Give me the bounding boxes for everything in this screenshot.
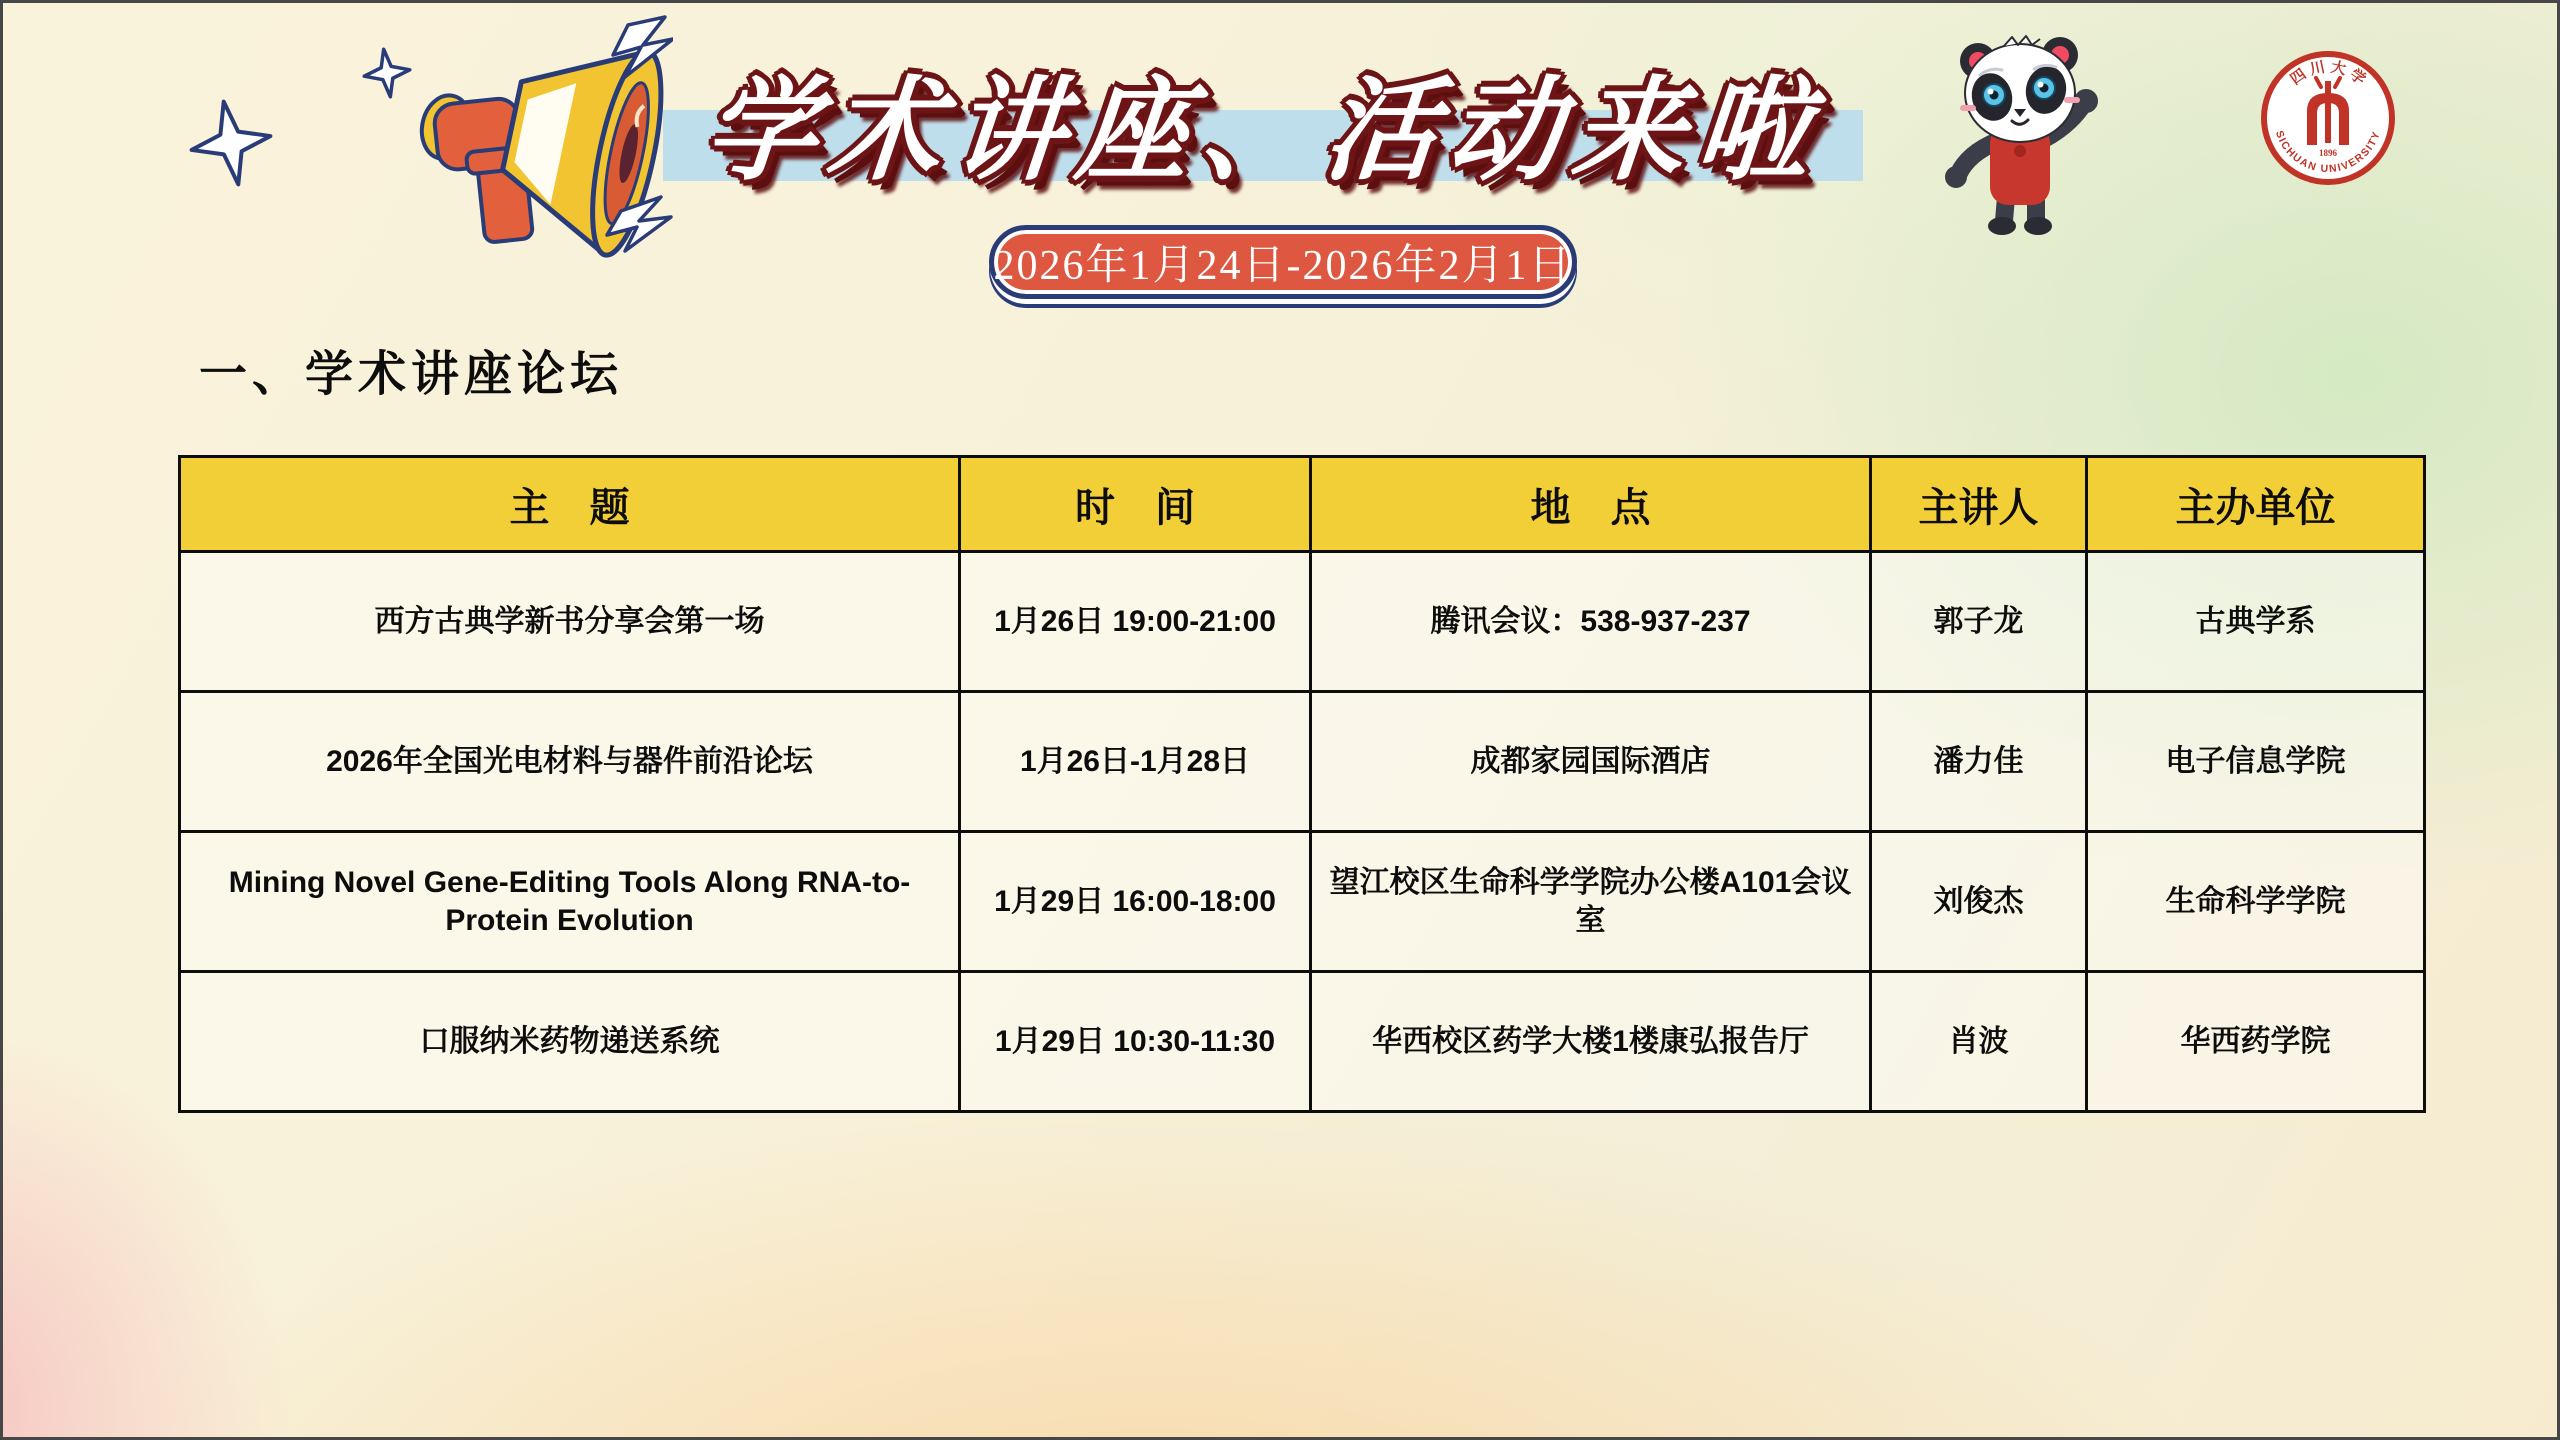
logo-year: 1896 [2319, 148, 2337, 158]
cell-location: 成都家园国际酒店 [1311, 692, 1871, 832]
col-header-topic: 主 题 [180, 457, 960, 552]
cell-topic: 2026年全国光电材料与器件前沿论坛 [180, 692, 960, 832]
sparkle-icon [361, 46, 413, 100]
table-row [180, 692, 2425, 832]
col-header-organizer: 主办单位 [2087, 457, 2425, 552]
table-header-row [180, 457, 2425, 552]
cell-speaker: 肖波 [1871, 972, 2087, 1112]
cell-topic: Mining Novel Gene-Editing Tools Along RNA-to-Protein Evolution [180, 832, 960, 972]
page-title: 学术讲座、活动来啦 [699, 68, 1827, 193]
section-heading: 一、学术讲座论坛 [199, 348, 624, 401]
logo-name-zh: 四 川 大 学 [2287, 58, 2369, 89]
cell-organizer: 生命科学学院 [2087, 832, 2425, 972]
sichuan-university-logo [2259, 49, 2397, 187]
sparkle-icon [184, 95, 277, 192]
table-row [180, 552, 2425, 692]
col-header-speaker: 主讲人 [1871, 457, 2087, 552]
logo-name-en: SICHUAN UNIVERSITY [2272, 129, 2384, 176]
cell-organizer: 古典学系 [2087, 552, 2425, 692]
cell-organizer: 电子信息学院 [2087, 692, 2425, 832]
col-header-time: 时 间 [960, 457, 1311, 552]
date-range-badge [989, 225, 1577, 299]
cell-topic: 口服纳米药物递送系统 [180, 972, 960, 1112]
cell-speaker: 潘力佳 [1871, 692, 2087, 832]
lecture-table [178, 455, 2426, 1113]
cell-time: 1月29日 16:00-18:00 [960, 832, 1311, 972]
date-range-text: 2026年1月24日-2026年2月1日 [993, 243, 1573, 289]
cell-time: 1月29日 10:30-11:30 [960, 972, 1311, 1112]
table-row [180, 832, 2425, 972]
table-row [180, 972, 2425, 1112]
cell-topic: 西方古典学新书分享会第一场 [180, 552, 960, 692]
cell-time: 1月26日-1月28日 [960, 692, 1311, 832]
cell-location: 望江校区生命科学学院办公楼A101会议室 [1311, 832, 1871, 972]
cell-organizer: 华西药学院 [2087, 972, 2425, 1112]
cell-speaker: 刘俊杰 [1871, 832, 2087, 972]
panda-mascot [1938, 29, 2108, 239]
col-header-location: 地 点 [1311, 457, 1871, 552]
cell-location: 腾讯会议：538-937-237 [1311, 552, 1871, 692]
cell-location: 华西校区药学大楼1楼康弘报告厅 [1311, 972, 1871, 1112]
cell-speaker: 郭子龙 [1871, 552, 2087, 692]
cell-time: 1月26日 19:00-21:00 [960, 552, 1311, 692]
megaphone-icon [173, 15, 673, 270]
